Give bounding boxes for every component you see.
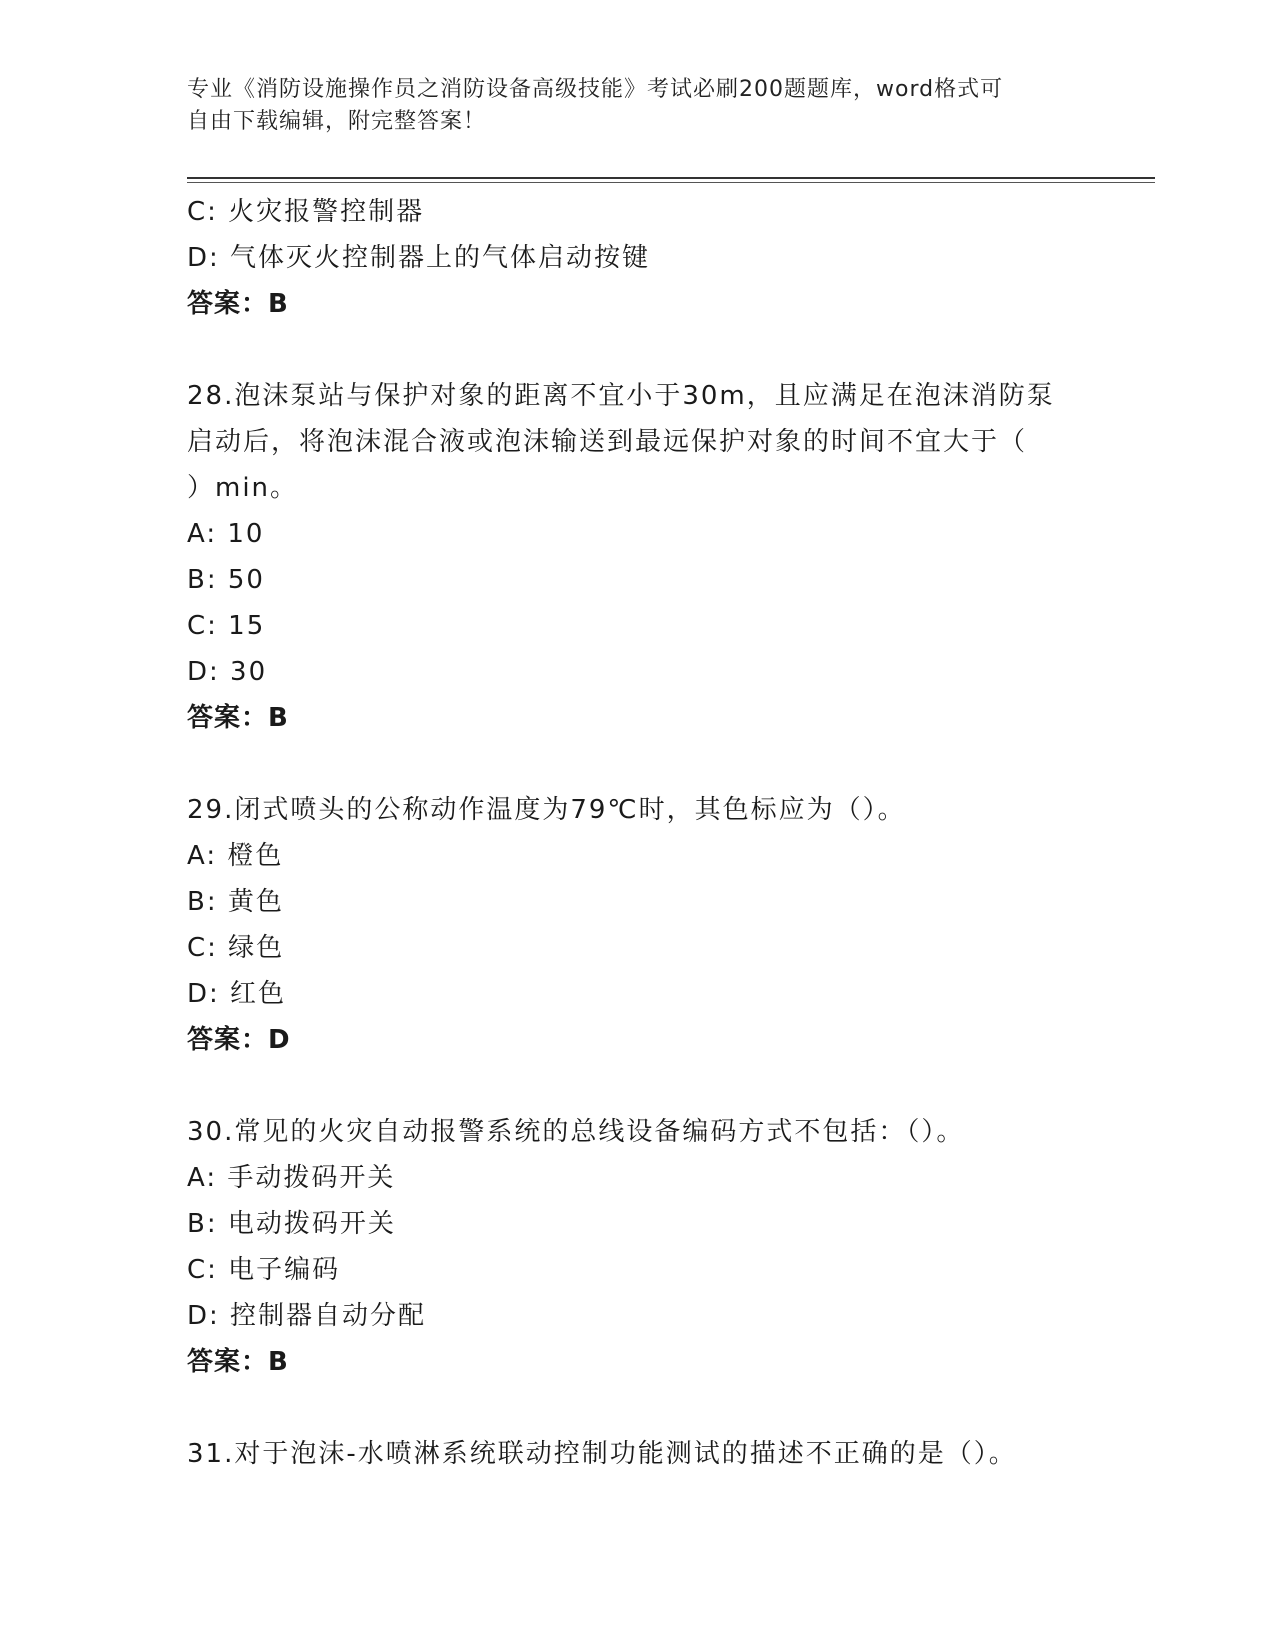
option-c: C: 火灾报警控制器: [187, 197, 425, 227]
question-31: [187, 1431, 1087, 1477]
spacer: [187, 327, 1087, 373]
document-header: [187, 74, 1067, 138]
option-d: D: 红色: [187, 979, 287, 1009]
option-b: B: 电动拨码开关: [187, 1209, 396, 1239]
spacer: [187, 1063, 1087, 1109]
question-text-line: 启动后，将泡沫混合液或泡沫输送到最远保护对象的时间不宜大于（: [187, 427, 1028, 457]
option-c: C: 电子编码: [187, 1255, 341, 1285]
question-30: [187, 1109, 1087, 1385]
answer-line: 答案：D: [187, 1025, 291, 1055]
spacer: [187, 741, 1087, 787]
question-28: [187, 373, 1087, 741]
question-text-line: ）min。: [187, 473, 299, 503]
spacer: [187, 1385, 1087, 1431]
question-text-line: 30.常见的火灾自动报警系统的总线设备编码方式不包括：（）。: [187, 1117, 965, 1147]
question-29: [187, 787, 1087, 1063]
option-d: D: 30: [187, 657, 268, 687]
answer-line: 答案：B: [187, 1347, 289, 1377]
answer-line: 答案：B: [187, 289, 289, 319]
header-rule-thin: [187, 182, 1155, 183]
question-text-line: 28.泡沫泵站与保护对象的距离不宜小于30m，且应满足在泡沫消防泵: [187, 381, 1055, 411]
question-content: [187, 189, 1087, 1477]
question-27-continued: [187, 189, 1087, 327]
answer-line: 答案：B: [187, 703, 289, 733]
option-b: B: 50: [187, 565, 265, 595]
question-text-line: 29.闭式喷头的公称动作温度为79℃时，其色标应为（）。: [187, 795, 906, 825]
option-b: B: 黄色: [187, 887, 284, 917]
option-d: D: 控制器自动分配: [187, 1301, 427, 1331]
option-a: A: 10: [187, 519, 265, 549]
option-a: A: 橙色: [187, 841, 284, 871]
question-text-line: 31.对于泡沫-水喷淋系统联动控制功能测试的描述不正确的是（）。: [187, 1439, 1017, 1469]
header-line-2: 自由下载编辑，附完整答案！: [187, 109, 487, 134]
header-line-1: 专业《消防设施操作员之消防设备高级技能》考试必刷200题题库，word格式可: [187, 77, 1004, 102]
option-d: D: 气体灭火控制器上的气体启动按键: [187, 243, 651, 273]
option-c: C: 绿色: [187, 933, 285, 963]
header-rule-thick: [187, 177, 1155, 179]
option-c: C: 15: [187, 611, 266, 641]
option-a: A: 手动拨码开关: [187, 1163, 396, 1193]
